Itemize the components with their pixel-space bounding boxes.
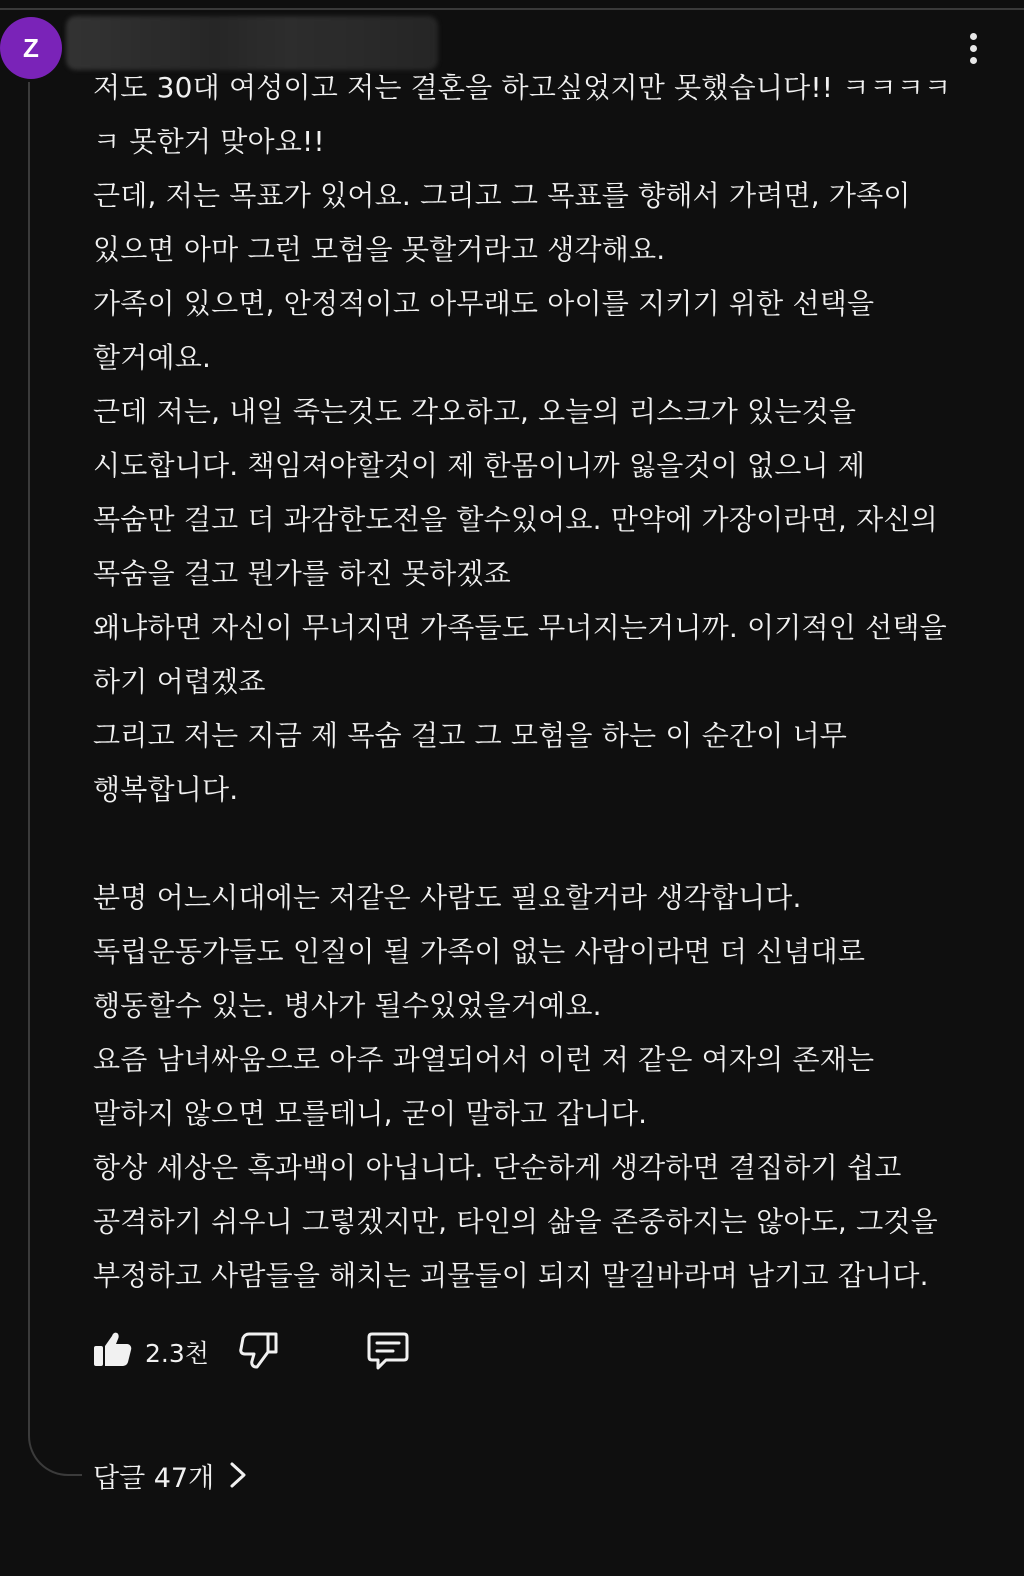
replies-toggle-button[interactable] [93,1455,248,1495]
chevron-right-icon [228,1461,248,1489]
comment-line: 시도합니다. 책임져야할것이 제 한몸이니까 잃을것이 없으니 제 [93,449,866,482]
comment-blank-line [93,817,993,871]
comment-line: 목숨을 걸고 뭔가를 하진 못하겠죠 [93,557,511,590]
comment-line: 왜냐하면 자신이 무너지면 가족들도 무너지는거니까. 이기적인 선택을 [93,611,947,644]
comment-line: 하기 어렵겠죠 [93,665,266,698]
comment-line: 있으면 아마 그런 모험을 못할거라고 생각해요. [93,233,666,266]
comment-line: 말하지 않으면 모를테니, 굳이 말하고 갑니다. [93,1097,648,1130]
like-count: 2.3천 [145,1339,209,1368]
comment-line: 부정하고 사람들을 해치는 괴물들이 되지 말길바라며 남기고 갑니다. [93,1259,929,1292]
replies-label: 답글 47개 [93,1462,215,1494]
comment-line: 분명 어느시대에는 저같은 사람도 필요할거라 생각합니다. [93,881,802,914]
comment-line: 목숨만 걸고 더 과감한도전을 할수있어요. 만약에 가장이라면, 자신의 [93,503,938,536]
comment-line: 독립운동가들도 인질이 될 가족이 없는 사람이라면 더 신념대로 [93,935,866,968]
comment-line: 행복합니다. [93,773,239,806]
comment-icon[interactable] [366,1328,410,1372]
comment-line: 항상 세상은 흑과백이 아닙니다. 단순하게 생각하면 결집하기 쉽고 [93,1151,902,1184]
thumbs-up-icon[interactable] [92,1328,134,1370]
comment-body [93,61,993,1303]
more-dot [970,33,977,40]
thread-connector-line [28,82,82,1476]
top-divider [0,8,1024,10]
comment-line: 근데, 저는 목표가 있어요. 그리고 그 목표를 향해서 가려면, 가족이 [93,179,911,212]
more-dot [970,45,977,52]
comment-line: 근데 저는, 내일 죽는것도 각오하고, 오늘의 리스크가 있는것을 [93,395,857,428]
comment-actions [92,1326,472,1376]
comment-line: 공격하기 쉬우니 그렇겠지만, 타인의 삶을 존중하지는 않아도, 그것을 [93,1205,938,1238]
avatar[interactable]: Z [0,17,62,79]
comment-line: 그리고 저는 지금 제 목숨 걸고 그 모험을 하는 이 순간이 너무 [93,719,848,752]
comment-line: 저도 30대 여성이고 저는 결혼을 하고싶었지만 못했습니다!! ㅋㅋㅋㅋ [93,71,952,104]
comment-line: 요즘 남녀싸움으로 아주 과열되어서 이런 저 같은 여자의 존재는 [93,1043,875,1076]
comment-line: 행동할수 있는. 병사가 될수있었을거예요. [93,989,602,1022]
comment-line: 할거예요. [93,341,212,374]
thumbs-down-icon[interactable] [238,1328,280,1370]
comment-line: 가족이 있으면, 안정적이고 아무래도 아이를 지키기 위한 선택을 [93,287,875,320]
comment-line: ㅋ 못한거 맞아요!! [93,125,325,158]
